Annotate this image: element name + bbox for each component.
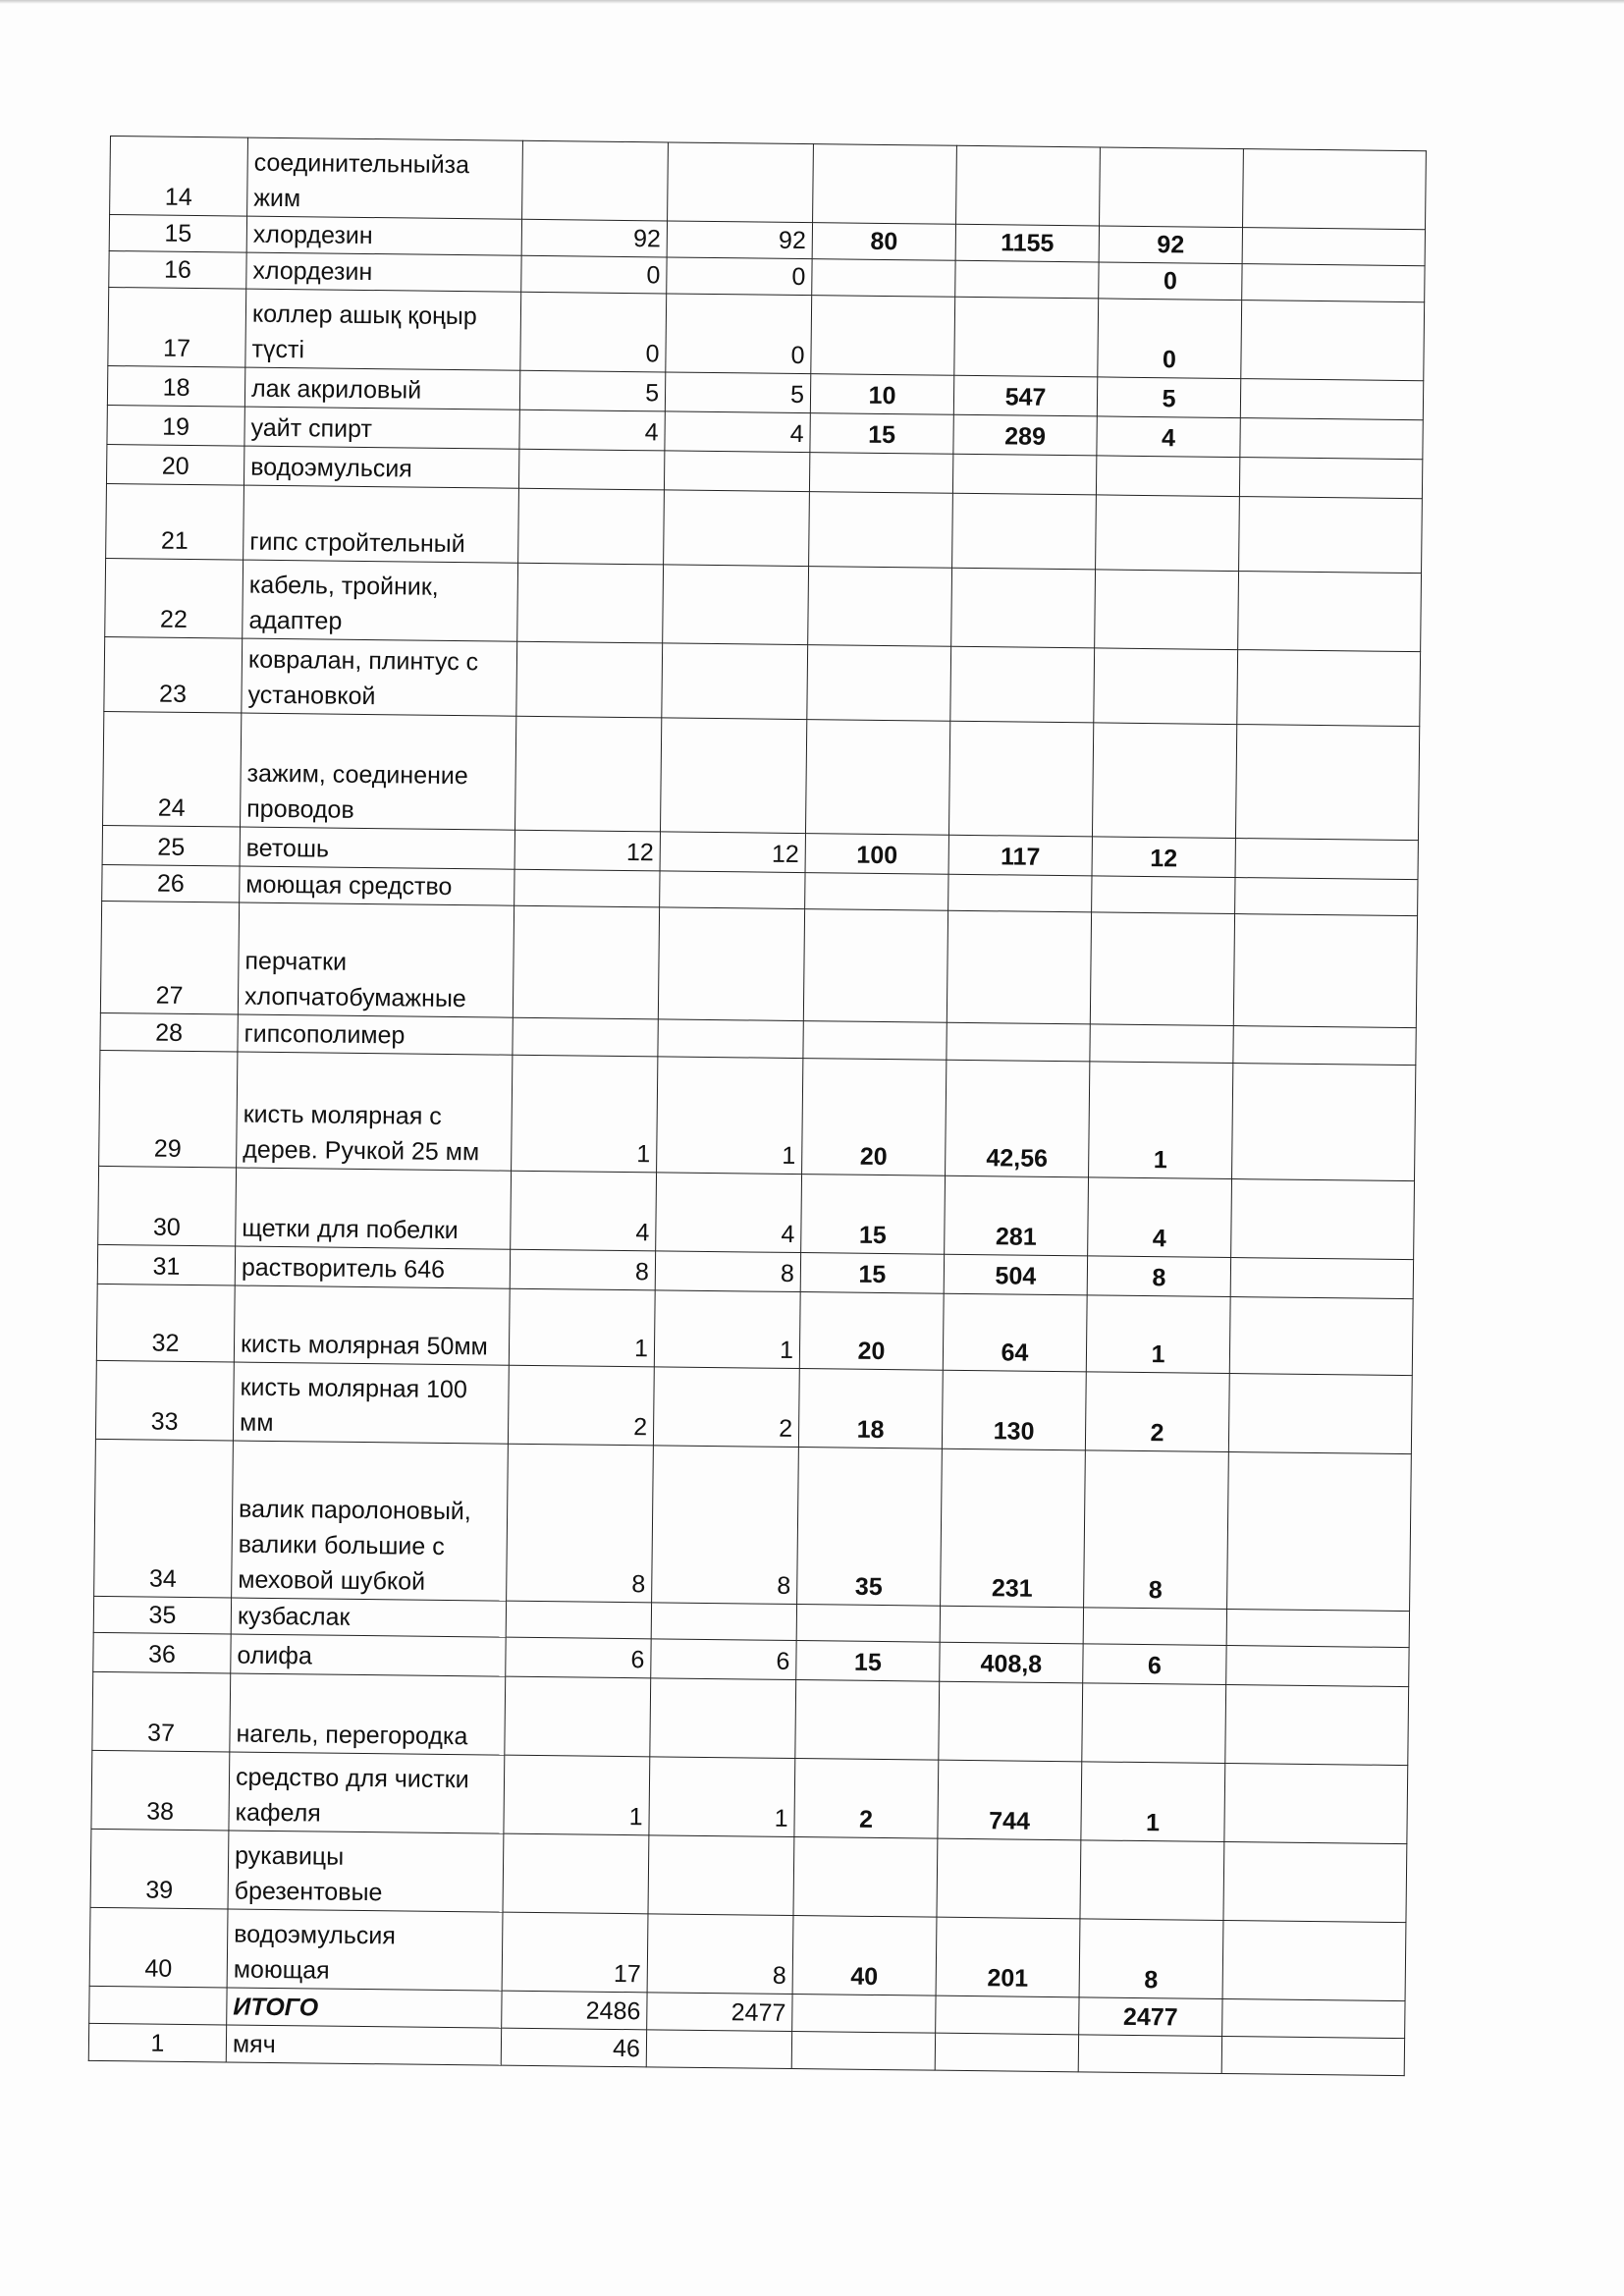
value-col-3 <box>811 296 955 376</box>
value-col-6 <box>1242 228 1425 266</box>
value-col-5 <box>1094 648 1238 725</box>
item-name: щетки для побелки <box>236 1168 512 1249</box>
value-col-3 <box>813 144 957 225</box>
value-col-4: 408,8 <box>940 1642 1083 1683</box>
quantity-1: 6 <box>506 1637 651 1678</box>
item-name: гипс стройтельный <box>244 485 519 563</box>
quantity-1 <box>522 140 669 221</box>
quantity-1: 1 <box>512 1055 658 1173</box>
value-col-4: 289 <box>953 414 1097 456</box>
item-name: растворитель 646 <box>235 1246 510 1288</box>
item-name: кисть молярная 100 мм <box>233 1362 509 1444</box>
table-row <box>92 1671 1409 1765</box>
quantity-2: 1 <box>657 1057 803 1175</box>
row-number: 25 <box>102 825 240 866</box>
total-quantity-2: 2477 <box>647 1993 792 2032</box>
row-number: 21 <box>106 483 244 560</box>
row-number: 38 <box>91 1750 230 1831</box>
value-col-5: 8 <box>1079 1919 1223 1999</box>
value-col-5 <box>1080 1840 1224 1921</box>
value-col-6 <box>1226 1645 1409 1686</box>
value-col-4: 231 <box>941 1449 1086 1608</box>
item-name: коллер ашық қоңыр түсті <box>245 289 521 370</box>
value-col-4: 744 <box>938 1760 1082 1840</box>
value-col-5: 4 <box>1097 416 1240 458</box>
row-number: 17 <box>108 287 246 367</box>
table-row <box>95 1360 1412 1453</box>
item-name: зажим, соединение проводов <box>241 713 516 830</box>
item-name: водоэмульсия <box>244 446 518 488</box>
value-col-3 <box>807 645 951 722</box>
value-col-4 <box>955 260 1099 299</box>
quantity-2: 1 <box>654 1290 800 1369</box>
quantity-2: 0 <box>666 294 812 374</box>
value-col-3 <box>793 1837 938 1918</box>
table-row <box>104 636 1421 726</box>
quantity-1: 0 <box>521 255 667 294</box>
value-col-4 <box>947 910 1091 1024</box>
inventory-table-footer <box>88 1986 1405 2075</box>
value-col-4: 42,56 <box>946 1060 1090 1177</box>
total-col-6 <box>1222 1998 1405 2038</box>
table-row <box>99 1050 1416 1180</box>
row-number: 27 <box>100 901 239 1014</box>
value-col-6 <box>1228 1374 1412 1454</box>
value-col-4: 547 <box>953 375 1097 416</box>
extra-quantity-1: 46 <box>501 2028 646 2067</box>
value-col-4 <box>948 721 1093 837</box>
value-col-4 <box>939 1681 1083 1762</box>
quantity-2: 4 <box>665 411 810 453</box>
item-name: нагель, перегородка <box>230 1673 506 1755</box>
item-name: кисть молярная с дерев. Ручкой 25 мм <box>237 1052 513 1171</box>
inventory-table <box>88 136 1427 2076</box>
value-col-4: 504 <box>944 1254 1087 1295</box>
value-col-5: 12 <box>1092 837 1235 878</box>
value-col-3: 40 <box>792 1916 937 1996</box>
inventory-table-body <box>89 137 1426 2001</box>
table-row <box>100 901 1417 1027</box>
quantity-2: 0 <box>667 257 812 296</box>
value-col-6 <box>1240 379 1423 420</box>
value-col-4 <box>937 1838 1081 1919</box>
quantity-2 <box>650 1678 796 1759</box>
quantity-2: 12 <box>660 832 805 873</box>
quantity-1: 4 <box>519 410 665 451</box>
value-col-4 <box>951 568 1096 648</box>
value-col-3: 20 <box>802 1059 947 1176</box>
quantity-1: 4 <box>511 1171 657 1251</box>
value-col-5: 2 <box>1085 1372 1229 1452</box>
value-col-5: 92 <box>1099 226 1242 264</box>
value-col-3 <box>805 720 949 836</box>
value-col-4 <box>950 646 1095 723</box>
inventory-sheet <box>88 136 1426 2076</box>
total-col-4 <box>936 1995 1079 2035</box>
quantity-1 <box>513 1017 658 1057</box>
value-col-5: 0 <box>1099 262 1242 301</box>
total-quantity-1: 2486 <box>502 1991 647 2030</box>
value-col-5: 1 <box>1089 1062 1233 1179</box>
quantity-2 <box>660 871 805 909</box>
value-col-4 <box>948 874 1092 912</box>
item-name: ветошь <box>240 827 514 869</box>
extra-col-6 <box>1221 2036 1404 2075</box>
value-col-6 <box>1230 1258 1413 1299</box>
row-number: 39 <box>90 1829 229 1909</box>
row-number: 30 <box>98 1166 237 1246</box>
value-col-6 <box>1242 264 1425 302</box>
value-col-3: 15 <box>800 1253 944 1294</box>
value-col-6 <box>1233 1026 1416 1066</box>
table-row <box>105 558 1422 651</box>
value-col-3 <box>795 1680 940 1761</box>
quantity-1: 8 <box>507 1444 654 1603</box>
quantity-2: 5 <box>665 372 810 413</box>
item-name: соединительныйза жим <box>247 137 523 219</box>
item-name: уайт спирт <box>244 407 519 449</box>
quantity-1: 0 <box>520 292 667 372</box>
value-col-5 <box>1092 876 1235 914</box>
quantity-1 <box>515 716 662 832</box>
value-col-6 <box>1241 301 1425 381</box>
scan-edge <box>0 0 1624 4</box>
value-col-5 <box>1100 147 1244 228</box>
quantity-2 <box>664 451 809 492</box>
table-row <box>110 137 1427 230</box>
value-col-3: 18 <box>798 1369 943 1449</box>
quantity-1: 8 <box>510 1249 655 1290</box>
row-number: 22 <box>105 558 244 638</box>
quantity-1 <box>516 641 663 718</box>
value-col-3: 2 <box>794 1759 939 1839</box>
row-number: 24 <box>103 711 242 827</box>
row-number: 33 <box>95 1360 234 1441</box>
quantity-1: 1 <box>509 1288 655 1367</box>
value-col-4: 1155 <box>955 224 1099 262</box>
value-col-5 <box>1096 495 1240 572</box>
value-col-6 <box>1225 1684 1409 1765</box>
value-col-3: 15 <box>801 1175 946 1255</box>
item-name: валик паролоновый, валики большие с меховой шубкой <box>232 1441 509 1601</box>
quantity-1 <box>518 488 665 565</box>
value-col-3 <box>796 1605 940 1643</box>
value-col-3 <box>803 909 947 1023</box>
value-col-6 <box>1240 418 1423 460</box>
value-col-6 <box>1229 1297 1413 1376</box>
total-row-number <box>89 1986 227 2025</box>
value-col-3: 15 <box>810 413 953 455</box>
value-col-3 <box>809 492 953 569</box>
quantity-2: 4 <box>656 1173 802 1253</box>
value-col-5: 8 <box>1087 1256 1230 1297</box>
value-col-6 <box>1239 458 1422 499</box>
extra-col-3 <box>791 2032 935 2071</box>
value-col-6 <box>1227 1452 1412 1612</box>
quantity-1: 17 <box>502 1912 648 1993</box>
value-col-6 <box>1243 149 1427 230</box>
item-name: водоэмульсия моющая <box>227 1909 503 1991</box>
item-name: ковралан, плинтус с установкой <box>242 638 517 716</box>
row-number: 31 <box>97 1244 235 1285</box>
value-col-5 <box>1082 1683 1226 1764</box>
value-col-6 <box>1232 1064 1416 1181</box>
table-row <box>89 1907 1406 2000</box>
extra-col-5 <box>1078 2035 1221 2074</box>
quantity-2 <box>660 718 806 834</box>
value-col-5 <box>1090 1024 1233 1064</box>
value-col-5: 4 <box>1088 1177 1232 1258</box>
item-name: рукавицы брезентовые <box>228 1831 504 1912</box>
item-name: кузбаслак <box>231 1598 506 1637</box>
quantity-1: 12 <box>514 830 660 871</box>
value-col-4: 201 <box>936 1917 1080 1997</box>
value-col-3 <box>809 453 952 494</box>
value-col-3: 10 <box>810 374 953 415</box>
row-number: 34 <box>94 1439 234 1598</box>
row-number: 14 <box>110 137 248 217</box>
item-name: олифа <box>231 1634 506 1676</box>
quantity-1: 1 <box>504 1755 650 1835</box>
quantity-2: 8 <box>652 1446 799 1605</box>
quantity-2: 2 <box>653 1367 799 1448</box>
table-row <box>108 287 1425 380</box>
value-col-5: 8 <box>1084 1450 1229 1610</box>
value-col-4: 117 <box>948 835 1092 876</box>
value-col-6 <box>1235 839 1418 880</box>
item-name: кисть молярная 50мм <box>234 1285 510 1365</box>
quantity-2 <box>668 142 814 223</box>
row-number: 37 <box>92 1671 231 1752</box>
extra-col-4 <box>935 2033 1078 2072</box>
quantity-1: 5 <box>519 370 665 411</box>
row-number: 23 <box>104 636 243 713</box>
value-col-4 <box>947 1022 1090 1062</box>
item-name: кабель, тройник, адаптер <box>243 560 518 641</box>
item-name: хлордезин <box>246 252 521 292</box>
value-col-6 <box>1222 1920 1406 2000</box>
value-col-4: 130 <box>942 1370 1086 1450</box>
row-number: 35 <box>93 1596 231 1634</box>
quantity-2: 1 <box>649 1757 795 1837</box>
value-col-5 <box>1083 1608 1226 1646</box>
value-col-6 <box>1231 1179 1415 1260</box>
value-col-5 <box>1090 912 1234 1026</box>
item-name: лак акриловый <box>244 367 519 410</box>
value-col-4 <box>940 1606 1083 1644</box>
table-row <box>94 1439 1412 1611</box>
quantity-2 <box>662 643 808 720</box>
quantity-2 <box>663 565 809 645</box>
quantity-2 <box>651 1603 796 1641</box>
quantity-2 <box>658 1019 803 1059</box>
quantity-2: 6 <box>651 1639 796 1680</box>
row-number: 20 <box>106 444 244 485</box>
value-col-5: 0 <box>1098 299 1242 379</box>
quantity-2 <box>664 490 810 567</box>
quantity-1: 92 <box>521 219 667 257</box>
value-col-6 <box>1235 725 1419 841</box>
row-number: 40 <box>89 1907 228 1988</box>
value-col-6 <box>1226 1610 1409 1648</box>
item-name: гипсополимер <box>238 1014 513 1055</box>
value-col-6 <box>1224 1763 1408 1843</box>
item-name: средство для чистки кафеля <box>229 1752 505 1833</box>
extra-quantity-2 <box>646 2030 791 2069</box>
value-col-4: 281 <box>945 1175 1089 1256</box>
value-col-5: 6 <box>1083 1644 1226 1685</box>
value-col-6 <box>1238 572 1422 652</box>
quantity-1 <box>518 449 664 490</box>
value-col-6 <box>1239 497 1423 574</box>
total-col-5: 2477 <box>1079 1997 1222 2037</box>
quantity-2: 8 <box>655 1251 800 1292</box>
extra-row-name: мяч <box>226 2025 501 2065</box>
table-row <box>91 1750 1408 1843</box>
row-number: 28 <box>100 1012 238 1052</box>
value-col-3 <box>805 873 948 911</box>
quantity-1 <box>513 905 659 1019</box>
value-col-5: 5 <box>1097 377 1240 418</box>
table-row <box>90 1829 1407 1922</box>
quantity-1 <box>506 1601 651 1639</box>
quantity-2: 92 <box>667 221 812 259</box>
row-number: 29 <box>99 1050 238 1168</box>
value-col-4 <box>956 145 1101 226</box>
value-col-3 <box>812 259 955 298</box>
quantity-2 <box>658 907 804 1021</box>
value-col-3: 20 <box>799 1292 944 1371</box>
value-col-3: 15 <box>796 1641 940 1682</box>
value-col-6 <box>1223 1841 1407 1922</box>
value-col-5 <box>1095 570 1239 650</box>
quantity-2 <box>648 1835 794 1916</box>
value-col-6 <box>1237 650 1421 727</box>
row-number: 32 <box>96 1284 235 1362</box>
table-row <box>98 1166 1415 1259</box>
item-name: моющая средство <box>240 866 514 905</box>
row-number: 26 <box>102 864 240 902</box>
quantity-1 <box>505 1676 651 1757</box>
item-name: перчатки хлопчатобумажные <box>238 902 514 1017</box>
value-col-5: 1 <box>1081 1762 1225 1842</box>
quantity-1 <box>503 1833 649 1914</box>
row-number: 19 <box>107 405 244 446</box>
extra-row-number: 1 <box>88 2023 226 2062</box>
value-col-3 <box>808 567 952 647</box>
table-row <box>103 711 1420 840</box>
row-number: 18 <box>107 365 244 407</box>
quantity-1 <box>517 563 664 643</box>
row-number: 16 <box>109 250 246 289</box>
value-col-5: 1 <box>1086 1295 1230 1374</box>
quantity-1: 2 <box>508 1365 654 1446</box>
value-col-3: 35 <box>797 1448 943 1607</box>
quantity-2: 8 <box>647 1914 793 1995</box>
value-col-3 <box>803 1021 947 1061</box>
value-col-5 <box>1096 456 1239 497</box>
value-col-3: 100 <box>805 834 948 875</box>
value-col-4 <box>952 454 1096 495</box>
value-col-6 <box>1233 914 1417 1028</box>
table-row <box>96 1284 1413 1375</box>
quantity-1 <box>514 869 660 907</box>
row-number: 36 <box>93 1632 231 1673</box>
item-name: хлордезин <box>246 216 521 255</box>
value-col-4 <box>952 493 1097 570</box>
total-label: ИТОГО <box>227 1988 502 2028</box>
value-col-4 <box>954 297 1099 377</box>
table-row <box>106 483 1423 573</box>
value-col-6 <box>1235 878 1418 916</box>
value-col-3: 80 <box>812 223 955 261</box>
value-col-4: 64 <box>943 1293 1087 1372</box>
total-col-3 <box>792 1995 936 2034</box>
value-col-5 <box>1092 723 1236 839</box>
row-number: 15 <box>109 215 246 253</box>
